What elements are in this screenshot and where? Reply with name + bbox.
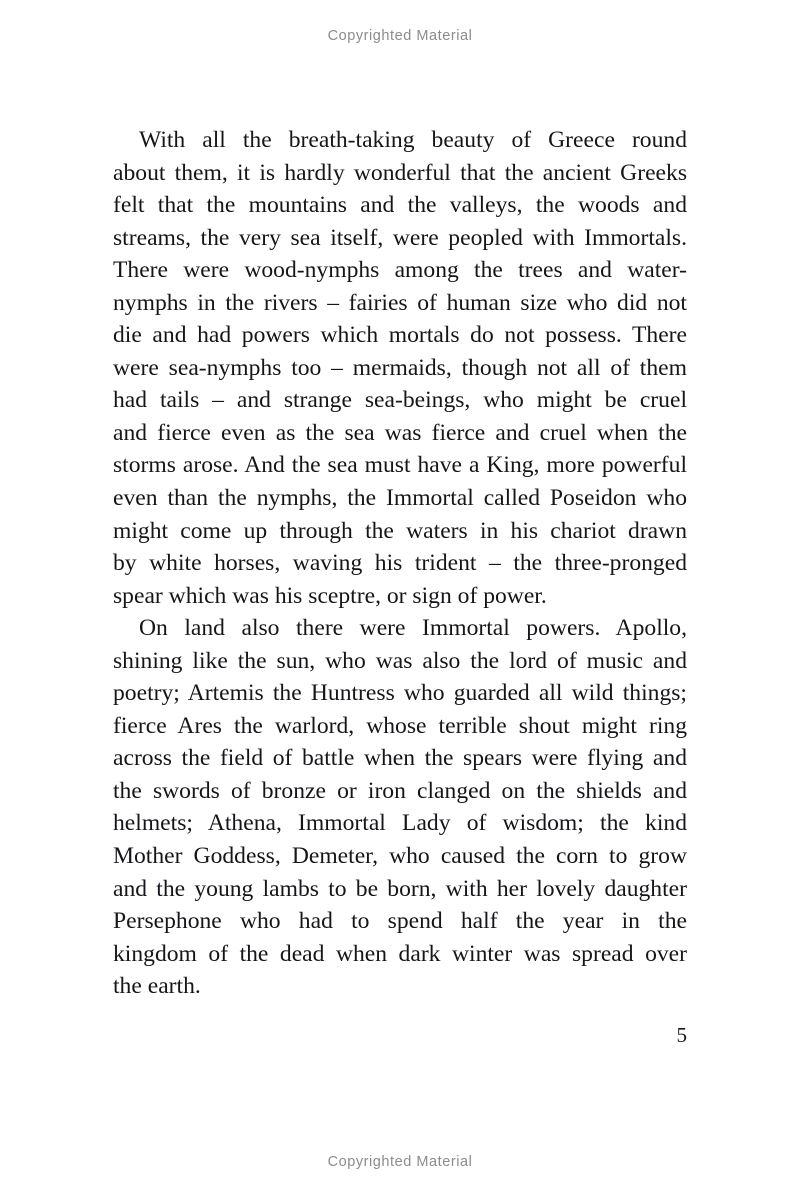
- text-line: There were wood-nymphs among the trees and water-: [113, 257, 687, 284]
- text-line: across the field of battle when the spears were flying and: [113, 745, 687, 772]
- text-line: die and had powers which mortals do not possess. There: [113, 322, 687, 349]
- text-line: kingdom of the dead when dark winter was spread over: [113, 940, 687, 967]
- text-line: Persephone who had to spend half the year in the: [113, 908, 687, 935]
- text-line: and the young lambs to be born, with her lovely daughter: [113, 875, 687, 902]
- text-line: and fierce even as the sea was fierce and cruel when the: [113, 419, 687, 446]
- text-line: On land also there were Immortal powers. Apollo,: [139, 615, 687, 642]
- text-line: had tails – and strange sea-beings, who might be cruel: [113, 387, 687, 414]
- text-line: helmets; Athena, Immortal Lady of wisdom; the kind: [113, 810, 687, 837]
- text-line: even than the nymphs, the Immortal called Poseidon who: [113, 485, 687, 512]
- text-line: storms arose. And the sea must have a King, more powerful: [113, 452, 687, 479]
- text-line: felt that the mountains and the valleys, the woods and: [113, 192, 687, 219]
- paragraph-2: [113, 612, 687, 1003]
- text-line: With all the breath-taking beauty of Greece round: [139, 127, 687, 153]
- text-line: poetry; Artemis the Huntress who guarded all wild things;: [113, 680, 687, 707]
- body-text-block: [113, 124, 687, 1003]
- text-line: by white horses, waving his trident – the three-pronged: [113, 550, 687, 577]
- paragraph-1: [113, 124, 687, 612]
- text-line: shining like the sun, who was also the lord of music and: [113, 647, 687, 674]
- copyright-watermark-top: Copyrighted Material: [327, 28, 473, 44]
- copyright-watermark-bottom: Copyrighted Material: [327, 1154, 473, 1170]
- text-line: about them, it is hardly wonderful that the ancient Greeks: [113, 159, 687, 186]
- text-line: streams, the very sea itself, were peopled with Immortals.: [113, 224, 687, 251]
- text-line: the swords of bronze or iron clanged on the shields and: [113, 777, 687, 804]
- text-line: spear which was his sceptre, or sign of power.: [113, 582, 547, 609]
- text-line: Mother Goddess, Demeter, who caused the corn to grow: [113, 843, 687, 870]
- text-line: nymphs in the rivers – fairies of human size who did not: [113, 289, 687, 316]
- text-line: fierce Ares the warlord, whose terrible shout might ring: [113, 712, 687, 739]
- text-line: the earth.: [113, 973, 201, 1000]
- text-line: might come up through the waters in his chariot drawn: [113, 517, 687, 544]
- text-line: were sea-nymphs too – mermaids, though not all of them: [113, 354, 687, 381]
- page-number: 5: [676, 1023, 687, 1047]
